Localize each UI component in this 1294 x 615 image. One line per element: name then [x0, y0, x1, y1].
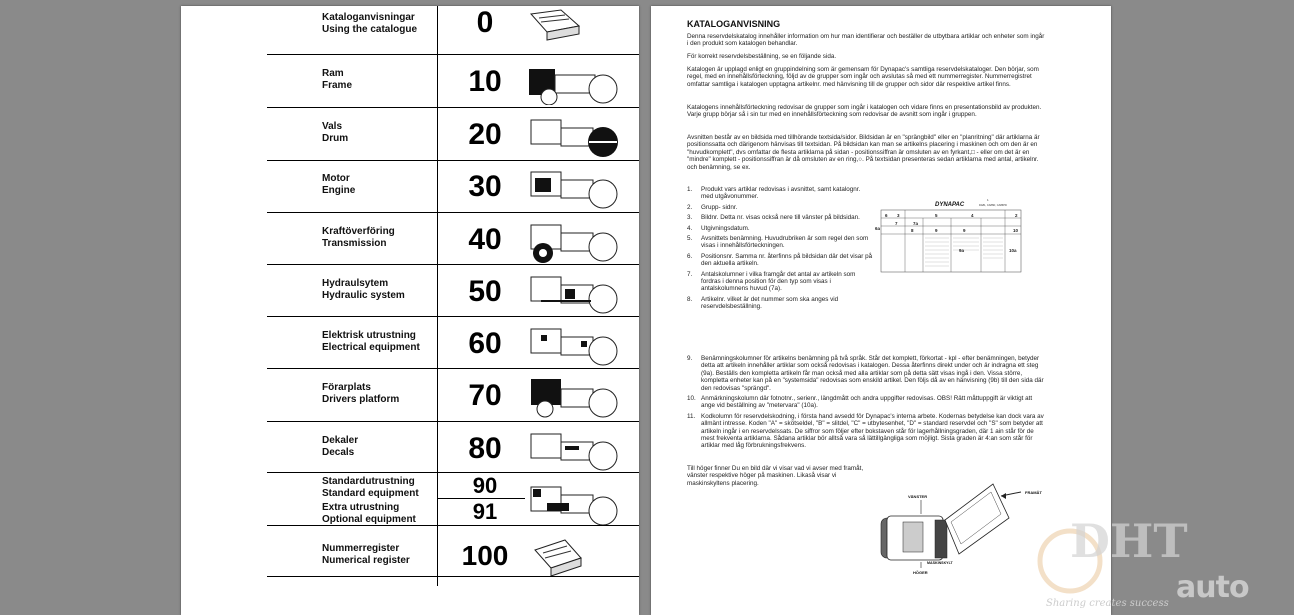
index-row: [181, 532, 639, 580]
index-row-label: [322, 330, 420, 354]
index-label-swedish: Ram: [322, 68, 344, 79]
index-group-number: 20: [468, 118, 502, 151]
index-label-swedish: Kataloganvisningar: [322, 12, 415, 23]
form-callout: 10: [1013, 228, 1019, 233]
form-callout: 5: [935, 213, 938, 218]
list-item: [687, 235, 873, 250]
index-label-swedish: Vals: [322, 121, 343, 132]
list-item: [687, 355, 1047, 392]
index-row-separator: [267, 160, 639, 161]
index-row-label: [322, 435, 358, 459]
list-item-number: 5.: [687, 235, 693, 243]
index-row-separator: [437, 498, 525, 499]
page-title: KATALOGANVISNING: [687, 19, 781, 29]
list-item-text: Antalskolumner i vilka framgår det antal av artikeln som fordras i denna position för den typ som visas i antalskolumnens huvud (7a).: [701, 270, 856, 293]
index-row-illustration: [521, 166, 625, 210]
list-item: [687, 253, 873, 268]
form-callout: 7a: [913, 221, 919, 226]
machine-orientation-diagram: [875, 482, 1075, 577]
list-item-text: Bildnr. Detta nr. visas också nere till vänster på bildsidan.: [701, 214, 860, 222]
index-group-number: 91: [472, 499, 498, 524]
index-group-number: 30: [468, 170, 502, 203]
list-item-text: Produkt vars artiklar redovisas i avsnittet, samt katalognr. med utgåvonummer.: [701, 186, 861, 201]
index-group-number: 0: [476, 6, 494, 39]
index-label-swedish: Elektrisk utrustning: [322, 330, 416, 341]
index-row: [181, 57, 639, 109]
index-row: [181, 162, 639, 214]
list-item: [687, 214, 873, 221]
list-item: [687, 225, 873, 232]
index-row-illustration: [521, 6, 625, 50]
intro-paragraph-3: Katalogen är upplagd enligt en gruppindelning som är gemensam för Dynapac's samtliga reservdelskataloger. Den börjar, som regel, med en innehållsförteckning, följd av de grupper som ingår och avslutas så med ett nummerregister. Nummerregistret omfattar samtliga i katalogen upptagna artikelnr. med hänvisning till de grupper och sidor där respektive artikel finns.: [687, 66, 1039, 88]
watermark-dht: DHT: [1070, 515, 1188, 568]
index-row: [181, 110, 639, 162]
list-item: [687, 271, 873, 293]
sample-catalogue-page-illustration: [875, 196, 1025, 288]
index-row: [181, 500, 639, 526]
index-row-illustration: [521, 219, 625, 263]
index-row-illustration: [521, 428, 625, 472]
form-callout: 9: [963, 228, 966, 233]
index-row-illustration: [521, 271, 625, 315]
index-row-illustration: [521, 323, 625, 367]
index-row-separator: [267, 472, 639, 473]
list-item-text: Utgivningsdatum.: [701, 224, 750, 232]
intro-paragraph-1: Denna reservdelskatalog innehåller information om hur man identifierar och beställer de utbytbara artiklar och enheter som ingår i den produkt som katalogen behandlar.: [687, 33, 1045, 48]
form-callout: 3: [897, 213, 900, 218]
index-row-label: [322, 173, 355, 197]
index-label-english: Hydraulic system: [322, 290, 405, 301]
list-item-text: Anmärkningskolumn där fotnotnr., serienr., längdmått och andra uppgifter redovisas. OBS! Rätt måttuppgift är viktigt att ange vid beställning av "metervara" (10a).: [701, 395, 1033, 410]
index-row: [181, 424, 639, 476]
instructions-page: [651, 6, 1111, 615]
right-label: HÖGER: [913, 570, 928, 575]
index-label-english: Standard equipment: [322, 488, 419, 499]
list-item: [687, 413, 1047, 450]
form-callout: 9a: [959, 248, 965, 253]
form-callout: 4: [971, 213, 974, 218]
form-callout: 2: [1015, 213, 1018, 218]
index-label-swedish: Dekaler: [322, 435, 359, 446]
index-row-separator: [267, 368, 639, 369]
index-group-number: 50: [468, 275, 502, 308]
list-item-number: 4.: [687, 224, 693, 232]
index-row-separator: [267, 576, 639, 577]
form-top-right: DA81, CA86D, CA86PD: [979, 204, 1007, 207]
index-row-separator: [267, 107, 639, 108]
index-label-english: Drivers platform: [322, 394, 400, 405]
list-item-number: 7.: [687, 270, 693, 278]
index-row-label: [322, 502, 416, 526]
index-row-separator: [267, 525, 639, 526]
index-row: [181, 6, 639, 56]
list-item-number: 9.: [687, 355, 693, 362]
list-item-number: 1.: [687, 186, 693, 193]
index-group-number: 10: [468, 65, 502, 98]
numbered-list-wide: [687, 355, 1047, 453]
index-label-swedish: Extra utrustning: [322, 502, 400, 513]
list-item-text: Artikelnr. vilket är det nummer som ska anges vid reservdelsbeställning.: [701, 295, 839, 311]
index-label-swedish: Standardutrustning: [322, 476, 415, 487]
form-callout: 10a: [1009, 248, 1017, 253]
index-label-swedish: Hydraulsytem: [322, 278, 389, 289]
form-num-label: 1: [987, 198, 989, 202]
index-row-separator: [267, 264, 639, 265]
index-row-label: [322, 12, 417, 36]
form-callout: 6a: [875, 226, 881, 231]
index-label-english: Engine: [322, 185, 356, 196]
closing-paragraph: Till höger finner Du en bild där vi visar vad vi avser med framåt, vänster respektive höger på maskinen. Likaså visar vi maskinskyltens placering.: [687, 465, 864, 487]
form-callout: 7: [895, 221, 898, 226]
list-item-number: 3.: [687, 214, 693, 222]
index-row-label: [322, 68, 352, 92]
list-item-number: 8.: [687, 295, 693, 303]
index-page: [181, 6, 639, 615]
form-callout: 6: [885, 213, 888, 218]
index-row-label: [322, 226, 395, 250]
index-group-number: 70: [468, 379, 502, 412]
index-row-label: [322, 543, 410, 567]
index-row: [181, 267, 639, 319]
intro-paragraph-5: Avsnitten består av en bildsida med tillhörande textsida/sidor. Bildsidan är en "sprängbild" eller en "planritning" där artiklarna är positionssatta och därigenom hänvisas till textsidan. På bildsidan kan man se artikelns placering i maskinen och om den är en "huvudkomplett", dvs omfattar de flesta artiklarna på sidan - positionssiffran är omsluten av en fyrkant,□ - eller om det är en "mindre" komplett - positionssiffran är då omsluten av en ring,○. På textsidan presenteras sedan artiklarna med antal, artikelnr. och benämning, se ex.: [687, 134, 1040, 171]
left-label: VÄNSTER: [908, 494, 928, 499]
plate-label: MASKINSKYLT: [927, 561, 953, 565]
list-item-number: 10.: [687, 395, 696, 403]
index-row: [181, 474, 639, 500]
index-label-swedish: Motor: [322, 173, 350, 184]
index-row-illustration: [521, 114, 625, 158]
index-row-illustration: [521, 61, 625, 105]
list-item-text: Benämningskolumner för artikelns benämning på två språk. Står det komplett, förkortat - kpl - efter benämningen, betyder detta att artikeln innehåller artiklar som också redovisas i katalogen. Dessa återfinns direkt under och är indragna ett steg (9a). Beställs den kompletta artikeln får man också med alla artiklar som på detta sätt visas ingå i den. Vissa större, kompletta enheter kan på en "systemsida" redovisas som enskild artikel. Den följs då av en hänvisning (9b) till den sida där den redovisas "sprängd".: [701, 355, 1044, 392]
index-group-number: 80: [468, 432, 502, 465]
index-row-separator: [267, 54, 639, 55]
index-row-separator: [267, 421, 639, 422]
index-label-swedish: Förarplats: [322, 382, 371, 393]
list-item-number: 6.: [687, 252, 693, 260]
index-row-separator: [267, 316, 639, 317]
index-group-number: 40: [468, 223, 502, 256]
index-row: [181, 371, 639, 423]
index-label-english: Drum: [322, 133, 349, 144]
list-item: [687, 204, 873, 211]
list-item-text: Kodkolumn för reservdelskodning, i första hand avsedd för Dynapac's interna arbete. Kodernas betydelse kan dock vara av allmänt intresse. Koden "A" = skötseldel, "B" = slitdel, "C" = utbytesenhet, "D" = standard reservdel och "S" som betyder att artikeln ingår i en reservdelssats. De siffror som följer efter bokstaven står för lagerhållningsgraden, där 1 ain står för de mest frekventa artiklarna. Sådana artiklar bör alltså vara så lättillgängliga som möjligt. Sista graden är 4:an som står för artiklar med låg förbrukningsfrekvens.: [701, 412, 1044, 450]
index-row-label: [322, 278, 405, 302]
index-row-label: [322, 382, 399, 406]
index-group-number: 60: [468, 327, 502, 360]
index-label-english: Using the catalogue: [322, 24, 418, 35]
index-group-number: 90: [472, 473, 498, 498]
form-callout: 8: [911, 228, 914, 233]
list-item-text: Avsnittets benämning. Huvudrubriken är som regel den som visas i innehållsförteckningen.: [701, 235, 869, 250]
list-item-text: Grupp- sidnr.: [701, 203, 738, 211]
index-row-label: [322, 476, 419, 500]
watermark-auto: auto: [1176, 570, 1249, 605]
index-label-english: Transmission: [322, 238, 387, 249]
index-row: [181, 319, 639, 371]
index-row-label: [322, 121, 348, 145]
list-item-number: 11.: [687, 412, 696, 420]
index-row-illustration: [521, 375, 625, 419]
list-item: [687, 395, 1047, 410]
index-label-english: Frame: [322, 80, 353, 91]
watermark-tagline: Sharing creates success: [1046, 598, 1169, 609]
index-row-illustration: [521, 536, 625, 580]
intro-paragraph-2: För korrekt reservdelsbeställning, se en följande sida.: [687, 53, 837, 60]
list-item-text: Positionsnr. Samma nr. återfinns på bildsidan där det visar på den aktuella artikeln.: [701, 252, 873, 268]
forward-label: FRAMÅT: [1025, 490, 1042, 495]
index-group-number: 100: [461, 540, 509, 571]
index-label-english: Electrical equipment: [322, 342, 420, 353]
index-label-english: Optional equipment: [322, 514, 416, 525]
index-row: [181, 215, 639, 267]
list-item: [687, 186, 873, 201]
intro-paragraph-4: Katalogens innehållsförteckning redovisar de grupper som ingår i katalogen och vidare finns en presentationsbild av produkten. Varje grupp börjar så i sin tur med en innehållsförteckning som redovisar de avsnitt som ingår i gruppen.: [687, 104, 1042, 119]
index-label-english: Decals: [322, 447, 355, 458]
index-label-english: Numerical register: [322, 555, 410, 566]
list-item-number: 2.: [687, 203, 693, 211]
form-callout: 9: [935, 228, 938, 233]
form-brand: DYNAPAC: [935, 202, 965, 208]
index-label-swedish: Nummerregister: [322, 543, 400, 554]
list-item: [687, 296, 873, 311]
index-label-swedish: Kraftöverföring: [322, 226, 395, 237]
index-row-separator: [267, 212, 639, 213]
